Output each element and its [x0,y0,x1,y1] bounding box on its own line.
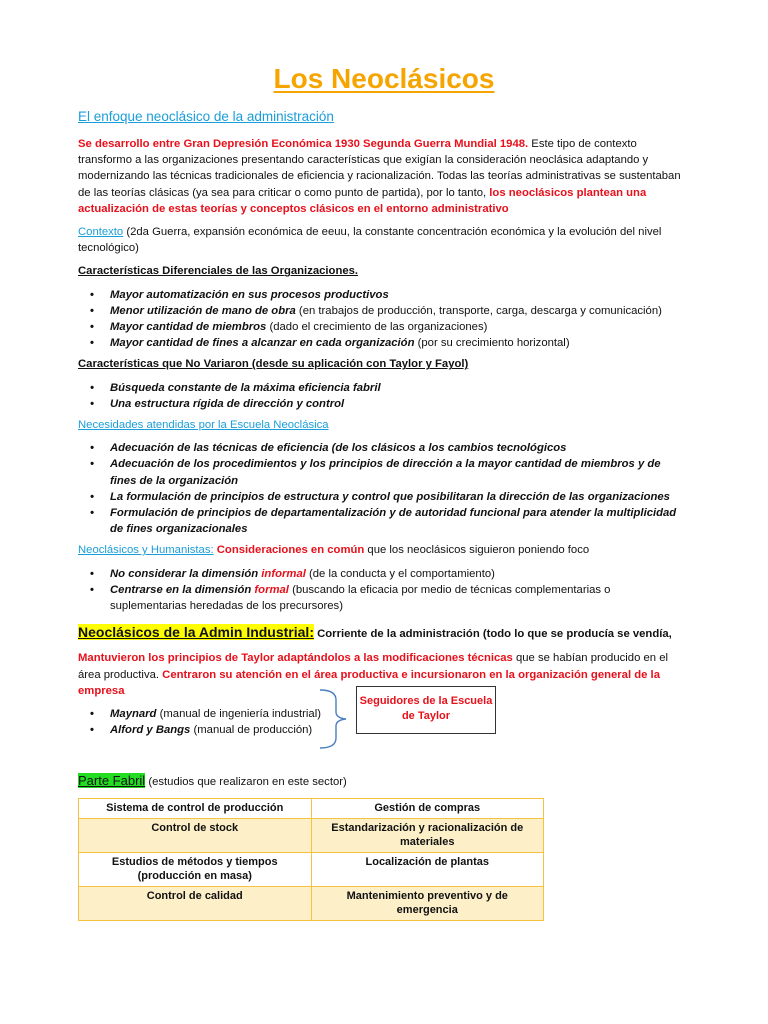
list-item: • Menor utilización de mano de obra (en trabajos de producción, transporte, carga, descarga y comunicación) [110,303,690,319]
industrial-heading: Neoclásicos de la Admin Industrial: Corriente de la administración (todo lo que se producía se vendía, [78,624,672,641]
no-variaron-heading: Características que No Variaron (desde su aplicación con Taylor y Fayol) [78,358,469,371]
industrial-highlight: Neoclásicos de la Admin Industrial: [78,624,314,641]
table-cell: Control de stock [79,818,312,852]
callout-box: Seguidores de la Escuela de Taylor [356,686,496,734]
table-cell: Localización de plantas [311,852,544,886]
section-heading: El enfoque neoclásico de la administración [78,109,334,124]
diferenciales-heading: Características Diferenciales de las Organizaciones. [78,265,359,278]
parte-fabril-heading: Parte Fabril (estudios que realizaron en este sector) [78,773,347,788]
necesidades-list [78,440,690,537]
list-item: • Mayor automatización en sus procesos productivos [110,287,690,303]
parte-fabril-highlight: Parte Fabril [78,773,146,788]
list-item: • Maynard (manual de ingeniería industrial) [110,706,690,722]
humanistas-list [78,566,690,615]
list-item: • Búsqueda constante de la máxima eficiencia fabril [110,380,690,396]
list-item: • Centrarse en la dimensión formal (buscando la eficacia por medio de técnicas complementarias o suplementarias heredadas de los precursores) [110,582,690,614]
diferenciales-list [78,287,690,352]
table-cell: Sistema de control de producción [79,799,312,819]
list-item: • Adecuación de las técnicas de eficiencia (de los clásicos a los cambios tecnológicos [110,440,690,456]
industrial-paragraph: Mantuvieron los principios de Taylor adaptándolos a las modificaciones técnicas que se habían producido en el área productiva. Centraron su atención en el área productiva e incursionaron en la organización general de la empresa [78,652,668,697]
table-cell: Estudios de métodos y tiempos (producción en masa) [79,852,312,886]
table-cell: Control de calidad [79,886,312,920]
necesidades-heading [78,417,690,433]
list-item: • Formulación de principios de departamentalización y de autoridad funcional para atender la multiplicidad de fines organizacionales [110,505,690,537]
list-item: • Una estructura rígida de dirección y control [110,396,690,412]
intro-paragraph: Se desarrollo entre Gran Depresión Económica 1930 Segunda Guerra Mundial 1948. Este tipo de contexto transformo a las organizaciones presentando características que exigían la consideración neoclásica adaptando y modernizando las técnicas tradicionales de eficiencia y racionalización. Todas las teorías administrativas se sustentaban de las teorías clásicas (ya sea para criticar o como punto de partida), por lo tanto, los neoclásicos plantean una actualización de estas teorías y conceptos clásicos en el entorno administrativo [78,138,681,215]
table-row [79,799,544,819]
table-cell: Estandarización y racionalización de materiales [311,818,544,852]
list-item: • No considerar la dimensión informal (de la conducta y el comportamiento) [110,566,690,582]
list-item: • La formulación de principios de estructura y control que posibilitaran la dirección de las organizaciones [110,489,690,505]
parte-fabril-table [78,798,544,921]
table-cell: Gestión de compras [311,799,544,819]
table-cell: Mantenimiento preventivo y de emergencia [311,886,544,920]
necesidades-link[interactable]: Necesidades atendidas por la Escuela Neoclásica [78,419,329,432]
document-body [78,104,690,744]
contexto-link[interactable]: Contexto [78,226,124,239]
humanistas-link[interactable]: Neoclásicos y Humanistas: [78,544,214,557]
list-item: • Adecuación de los procedimientos y los principios de dirección a la mayor cantidad de miembros y de fines de la organización [110,456,690,488]
table-row [79,886,544,920]
curly-brace-icon [318,688,358,750]
table-row [79,818,544,852]
no-variaron-list [78,380,690,412]
list-item: • Mayor cantidad de miembros (dado el crecimiento de las organizaciones) [110,319,690,335]
table-row [79,852,544,886]
contexto-paragraph: Contexto (2da Guerra, expansión económica de eeuu, la constante concentración económica y la evolución del nivel tecnológico) [78,226,662,255]
page-title: Los Neoclásicos [273,63,495,94]
list-item: • Alford y Bangs (manual de producción) [110,722,690,738]
list-item: • Mayor cantidad de fines a alcanzar en cada organización (por su crecimiento horizontal) [110,335,690,351]
humanistas-paragraph: Neoclásicos y Humanistas: Consideraciones en común que los neoclásicos siguieron poniendo foco [78,544,590,557]
